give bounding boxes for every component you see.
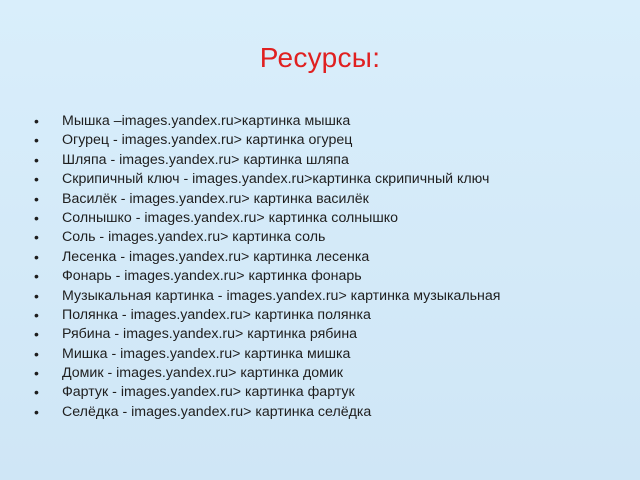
list-item-text: Фонарь - images.yandex.ru> картинка фонарь <box>62 268 362 285</box>
list-item-text: Мишка - images.yandex.ru> картинка мишка <box>62 345 351 362</box>
list-item <box>34 267 624 286</box>
bullet-icon: • <box>34 209 39 226</box>
bullet-icon: • <box>34 384 39 401</box>
bullet-icon: • <box>34 268 39 285</box>
list-item-text: Полянка - images.yandex.ru> картинка полянка <box>62 306 371 323</box>
bullet-icon: • <box>34 365 39 382</box>
list-item <box>34 209 624 228</box>
list-item-text: Шляпа - images.yandex.ru> картинка шляпа <box>62 151 349 168</box>
bullet-icon: • <box>34 151 39 168</box>
bullet-icon: • <box>34 306 39 323</box>
list-item <box>34 190 624 209</box>
bullet-icon: • <box>34 113 39 129</box>
list-item <box>34 287 624 306</box>
list-item-text: Мышка –images.yandex.ru>картинка мышка <box>62 113 351 129</box>
bullet-icon: • <box>34 229 39 246</box>
bullet-icon: • <box>34 190 39 207</box>
list-item <box>34 151 624 170</box>
list-item-text: Скрипичный ключ - images.yandex.ru>картинка скрипичный ключ <box>62 171 490 188</box>
list-item <box>34 248 624 267</box>
list-item <box>34 306 624 325</box>
bullet-icon: • <box>34 287 39 304</box>
list-item-text: Василёк - images.yandex.ru> картинка василёк <box>62 190 369 207</box>
list-item-text: Рябина - images.yandex.ru> картинка рябина <box>62 326 358 343</box>
bullet-icon: • <box>34 132 39 149</box>
list-item <box>34 131 624 150</box>
list-item-text: Соль - images.yandex.ru> картинка соль <box>62 229 326 246</box>
list-item <box>34 345 624 364</box>
slide-title: Ресурсы: <box>259 42 381 73</box>
list-item <box>34 112 624 131</box>
resource-list <box>34 112 624 422</box>
list-item <box>34 383 624 402</box>
bullet-icon: • <box>34 171 39 188</box>
list-item-text: Фартук - images.yandex.ru> картинка фартук <box>62 384 355 401</box>
list-item-text: Лесенка - images.yandex.ru> картинка лесенка <box>62 248 370 265</box>
list-item-text: Домик - images.yandex.ru> картинка домик <box>62 365 344 382</box>
list-item-text: Солнышко - images.yandex.ru> картинка солнышко <box>62 209 398 226</box>
list-item <box>34 170 624 189</box>
list-item-text: Огурец - images.yandex.ru> картинка огурец <box>62 132 353 149</box>
bullet-icon: • <box>34 326 39 343</box>
list-item-text: Музыкальная картинка - images.yandex.ru> картинка музыкальная <box>62 287 501 304</box>
bullet-icon: • <box>34 345 39 362</box>
bullet-icon: • <box>34 403 39 420</box>
list-item <box>34 403 624 422</box>
bullet-icon: • <box>34 248 39 265</box>
list-item <box>34 228 624 247</box>
list-item <box>34 364 624 383</box>
list-item-text: Селёдка - images.yandex.ru> картинка селёдка <box>62 403 372 420</box>
list-item <box>34 325 624 344</box>
